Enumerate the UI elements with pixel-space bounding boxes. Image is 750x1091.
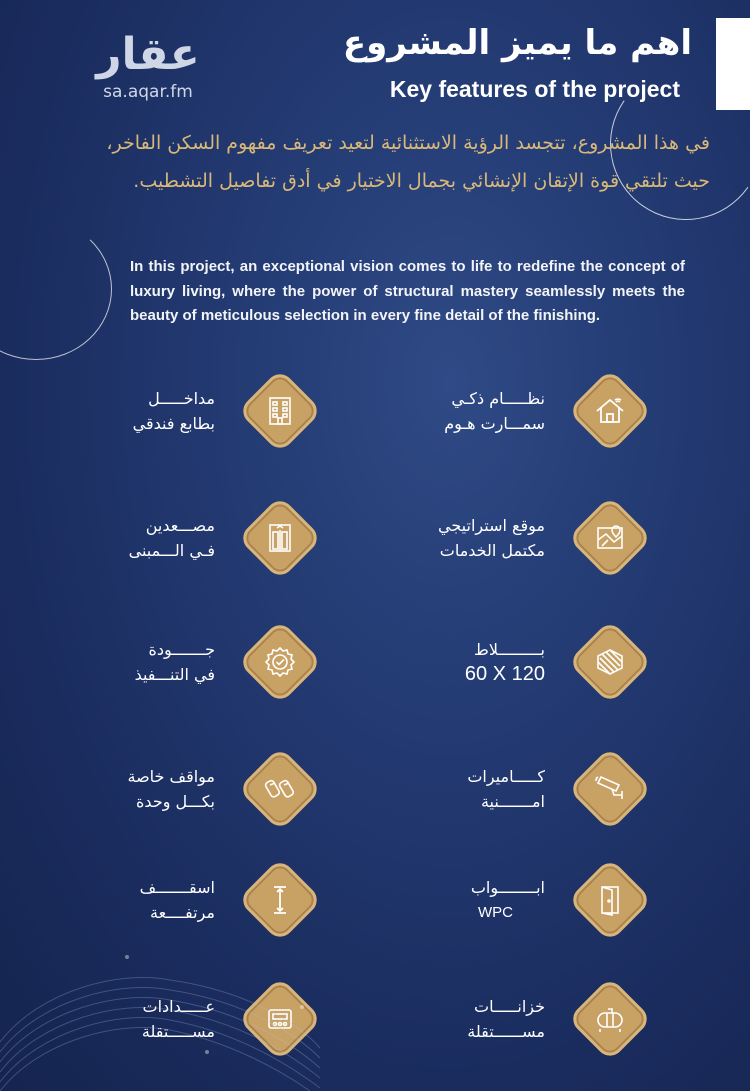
feature-security-cameras bbox=[385, 744, 725, 834]
water-tank-icon bbox=[565, 974, 655, 1064]
feature-line1: مداخـــــل bbox=[148, 389, 215, 408]
hotel-building-icon bbox=[235, 366, 325, 456]
feature-hotel-entrances bbox=[0, 366, 320, 456]
decorative-waves bbox=[0, 960, 320, 1091]
parking-icon bbox=[235, 744, 325, 834]
feature-line2: فـي الـــمبنى bbox=[128, 541, 215, 560]
feature-line1: اسقـــــــف bbox=[139, 878, 215, 897]
high-ceiling-icon bbox=[235, 855, 325, 945]
intro-paragraph-english: In this project, an exceptional vision comes to life to redefine the concept of luxury living, where the power of structural mastery seamlessly meets the beauty of meticulous selection in every fine detail of the finishing. bbox=[130, 258, 685, 324]
decorative-dot bbox=[205, 1050, 209, 1054]
feature-smart-home bbox=[385, 366, 725, 456]
feature-line2: امـــــــنية bbox=[480, 792, 545, 811]
decorative-dot bbox=[300, 1005, 304, 1009]
feature-line1: نظـــــام ذكـي bbox=[451, 389, 545, 408]
feature-line2: WPC bbox=[478, 904, 513, 921]
feature-line1: موقع استراتيجي bbox=[438, 516, 545, 535]
feature-line1: عـــــدادات bbox=[142, 997, 215, 1016]
feature-line2: مكتمل الخدمات bbox=[439, 541, 545, 560]
feature-line1: مواقف خاصة bbox=[127, 767, 215, 786]
quality-badge-icon bbox=[235, 617, 325, 707]
feature-line1: بـــــــــلاط bbox=[474, 640, 545, 659]
smart-home-icon bbox=[565, 366, 655, 456]
feature-line1: خزانـــــات bbox=[474, 997, 545, 1016]
feature-line2: مســــــتقلة bbox=[467, 1022, 545, 1041]
feature-line2: سمـــارت هـوم bbox=[444, 414, 545, 433]
feature-strategic-location bbox=[385, 493, 725, 583]
feature-line2: 60 X 120 bbox=[464, 663, 545, 685]
security-camera-icon bbox=[565, 744, 655, 834]
feature-line2: مســـــتقلة bbox=[141, 1022, 215, 1041]
page-title-arabic: اهم ما يميز المشروع bbox=[342, 23, 692, 63]
intro-paragraph-arabic: في هذا المشروع، تتجسد الرؤية الاستثنائية لتعيد تعريف مفهوم السكن الفاخر، حيث تلتقي قوة الإتقان الإنشائي بجمال الاختيار في أدق تفاصيل التشطيب. bbox=[106, 132, 710, 192]
feature-high-ceilings bbox=[0, 855, 320, 945]
feature-water-tanks bbox=[385, 974, 725, 1064]
feature-tiles bbox=[385, 617, 725, 707]
feature-line1: جـــــــودة bbox=[148, 640, 215, 659]
logo-brand: عقار bbox=[96, 29, 200, 80]
feature-private-parking bbox=[0, 744, 320, 834]
feature-wpc-doors bbox=[385, 855, 725, 945]
feature-line2: بكـــل وحدة bbox=[136, 792, 215, 811]
elevator-icon bbox=[235, 493, 325, 583]
tile-icon bbox=[565, 617, 655, 707]
feature-elevators bbox=[0, 493, 320, 583]
decorative-arc-left bbox=[0, 218, 112, 360]
aqar-logo bbox=[88, 30, 208, 102]
feature-line1: كـــــاميرات bbox=[467, 767, 545, 786]
logo-url: sa.aqar.fm bbox=[103, 82, 193, 102]
feature-quality bbox=[0, 617, 320, 707]
page-title-english: Key features of the project bbox=[389, 76, 680, 102]
feature-line2: مرتفــــعة bbox=[150, 903, 215, 922]
decorative-dot bbox=[125, 955, 129, 959]
feature-line1: مصـــعدين bbox=[145, 516, 215, 535]
feature-line2: بطابع فندقي bbox=[132, 414, 215, 433]
feature-line2: في التنـــفيذ bbox=[134, 665, 215, 684]
feature-line1: ابــــــــواب bbox=[470, 878, 545, 897]
door-icon bbox=[565, 855, 655, 945]
map-location-icon bbox=[565, 493, 655, 583]
